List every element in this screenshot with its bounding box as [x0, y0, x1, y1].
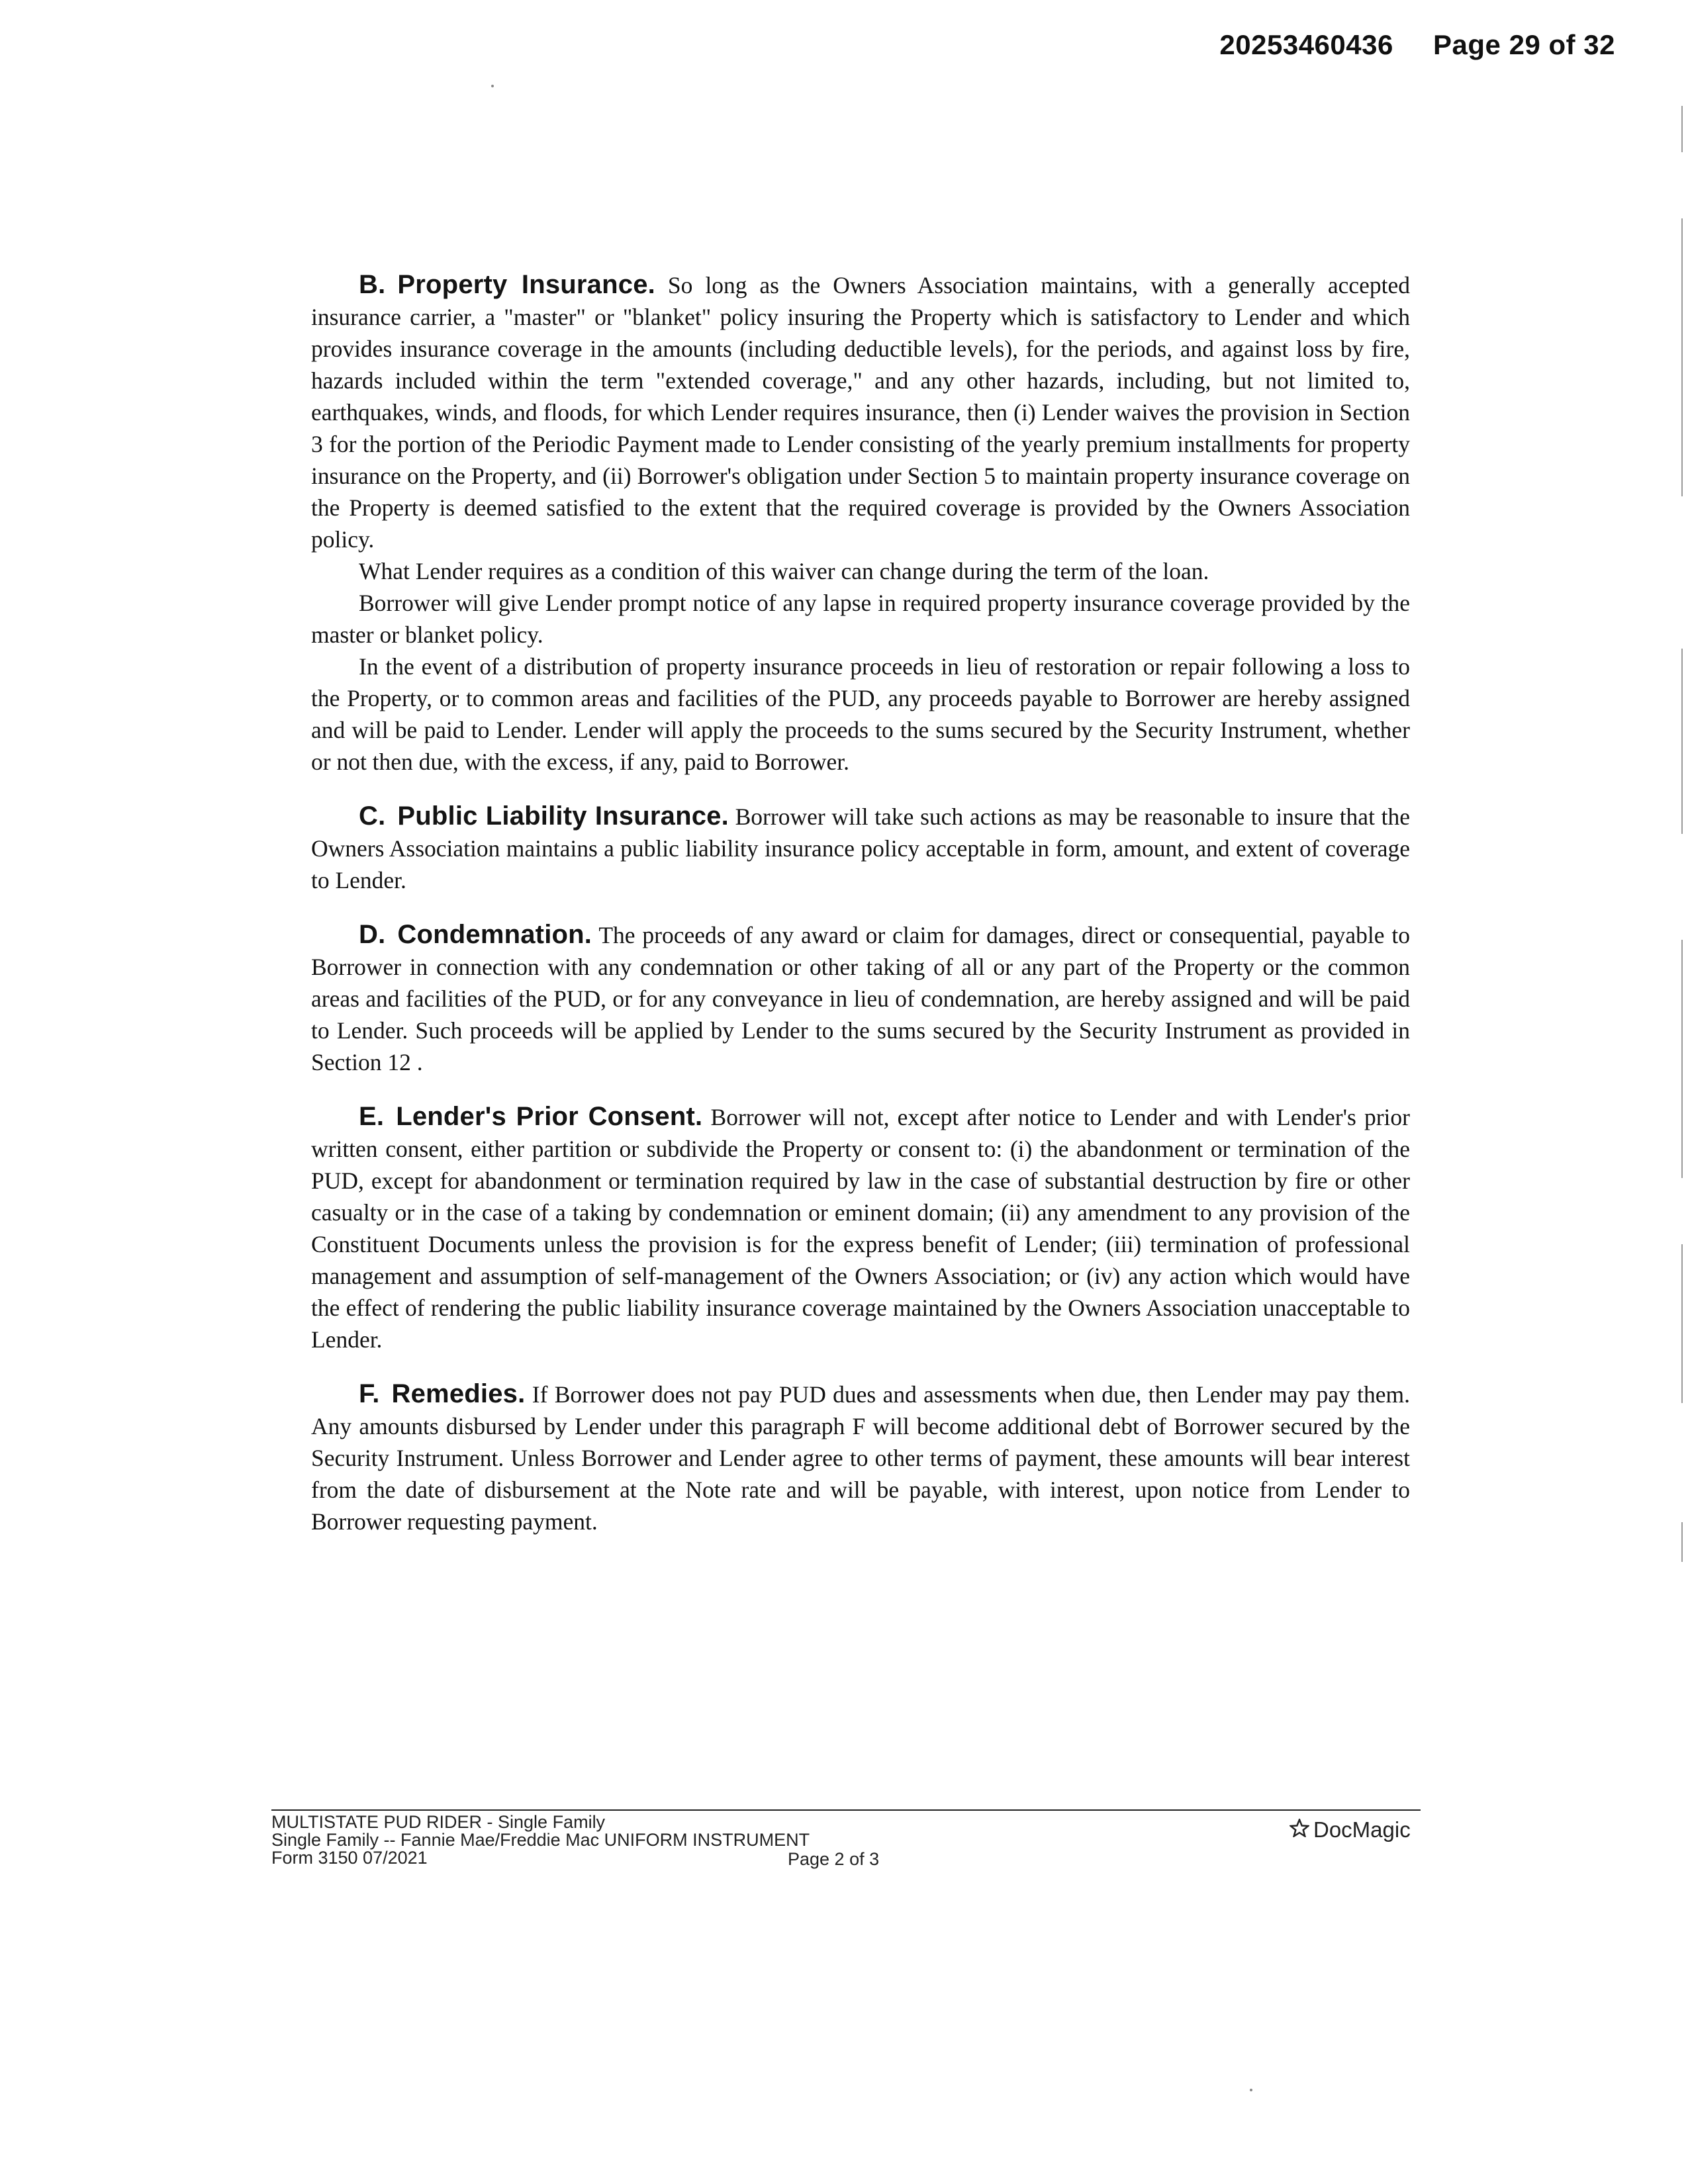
- scan-edge-mark: [1681, 1244, 1683, 1403]
- section-c-paragraph: C. Public Liability Insurance. Borrower will take such actions as may be reasonable to insure that the Owners Association maintains a public liability insurance policy acceptable in form, amount, and extent of coverage to Lender.: [311, 801, 1410, 893]
- footer-line-1: MULTISTATE PUD RIDER - Single Family: [271, 1812, 606, 1832]
- scan-edge-mark: [1681, 106, 1683, 152]
- section-d-heading: D. Condemnation.: [359, 920, 592, 949]
- page-label: Page 29 of 32: [1433, 29, 1615, 60]
- section-f-heading: F. Remedies.: [359, 1379, 526, 1408]
- section-b-paragraph-2: What Lender requires as a condition of this waiver can change during the term of the loan.: [359, 558, 1209, 584]
- scan-edge-mark: [1681, 218, 1683, 496]
- section-c-heading: C. Public Liability Insurance.: [359, 801, 729, 831]
- section-b-paragraph: B. Property Insurance. So long as the Owners Association maintains, with a generally accepted insurance carrier, a "master" or "blanket" policy insuring the Property which is satisfactory to Lender and which provides insurance coverage in the amounts (including deductible levels), for the periods, and against loss by fire, hazards included within the term "extended coverage," and any other hazards, including, but not limited to, earthquakes, winds, and floods, for which Lender requires insurance, then (i) Lender waives the provision in Section 3 for the portion of the Periodic Payment made to Lender consisting of the yearly premium installments for property insurance on the Property, and (ii) Borrower's obligation under Section 5 to maintain property insurance coverage on the Property is deemed satisfied to the extent that the required coverage is provided by the Owners Association policy.: [311, 270, 1411, 553]
- document-number: 20253460436: [1219, 29, 1393, 60]
- scan-speck: [1250, 2089, 1252, 2091]
- section-e-paragraph: E. Lender's Prior Consent. Borrower will not, except after notice to Lender and with Lender's prior written consent, either partition or subdivide the Property or consent to: (i) the abandonment or termination of the PUD, except for abandonment or termination required by law in the case of substantial destruction by fire or other casualty or in the case of a taking by condemnation or eminent domain; (ii) any amendment to any provision of the Constituent Documents unless the provision is for the express benefit of Lender; (iii) termination of professional management and assumption of self-management of the Owners Association; or (iv) any action which would have the effect of rendering the public liability insurance coverage maintained by the Owners Association unacceptable to Lender.: [311, 1102, 1410, 1353]
- scan-speck: [491, 85, 494, 87]
- section-d-paragraph: D. Condemnation. The proceeds of any award or claim for damages, direct or consequential, payable to Borrower in connection with any condemnation or other taking of all or any part of the Property or the common areas and facilities of the PUD, or for any conveyance in lieu of condemnation, are hereby assigned and will be paid to Lender. Such proceeds will be applied by Lender to the sums secured by the Security Instrument as provided in Section 12 .: [311, 920, 1411, 1075]
- section-f-paragraph: F. Remedies. If Borrower does not pay PUD dues and assessments when due, then Lender may pay them. Any amounts disbursed by Lender under this paragraph F will become additional debt of Borrower secured by the Security Instrument. Unless Borrower and Lender agree to other terms of payment, these amounts will bear interest from the date of disbursement at the Note rate and will be payable, with interest, upon notice from Lender to Borrower requesting payment.: [311, 1379, 1410, 1535]
- section-b-heading: B. Property Insurance.: [359, 270, 655, 299]
- section-b-paragraph-4: In the event of a distribution of property insurance proceeds in lieu of restoration or repair following a loss to the Property, or to common areas and facilities of the PUD, any proceeds payable to Borrower are hereby assigned and will be paid to Lender. Lender will apply the proceeds to the sums secured by the Security Instrument, whether or not then due, with the excess, if any, paid to Borrower.: [311, 653, 1410, 775]
- scan-edge-mark: [1681, 940, 1683, 1178]
- star-icon: [1289, 1817, 1309, 1843]
- footer-line-3: Form 3150 07/2021: [271, 1848, 428, 1868]
- footer-line-2: Single Family -- Fannie Mae/Freddie Mac UNIFORM INSTRUMENT: [271, 1830, 810, 1850]
- docmagic-logo: [1289, 1817, 1411, 1843]
- section-b-property-insurance: [311, 269, 1410, 778]
- section-d-condemnation: [311, 919, 1410, 1078]
- rider-body: [311, 269, 1410, 1537]
- brand-name: DocMagic: [1313, 1817, 1411, 1842]
- footer-page-number: Page 2 of 3: [788, 1849, 880, 1869]
- section-b-paragraph-3: Borrower will give Lender prompt notice of any lapse in required property insurance coverage provided by the master or blanket policy.: [311, 590, 1410, 648]
- footer-divider: [271, 1809, 1421, 1811]
- footer-form-info: [271, 1813, 810, 1867]
- section-f-remedies: [311, 1378, 1410, 1537]
- section-e-heading: E. Lender's Prior Consent.: [359, 1102, 703, 1131]
- section-c-public-liability: [311, 800, 1410, 896]
- scan-edge-mark: [1681, 649, 1683, 834]
- scan-edge-mark: [1681, 1522, 1683, 1562]
- page-header: [1219, 29, 1615, 61]
- section-e-prior-consent: [311, 1101, 1410, 1355]
